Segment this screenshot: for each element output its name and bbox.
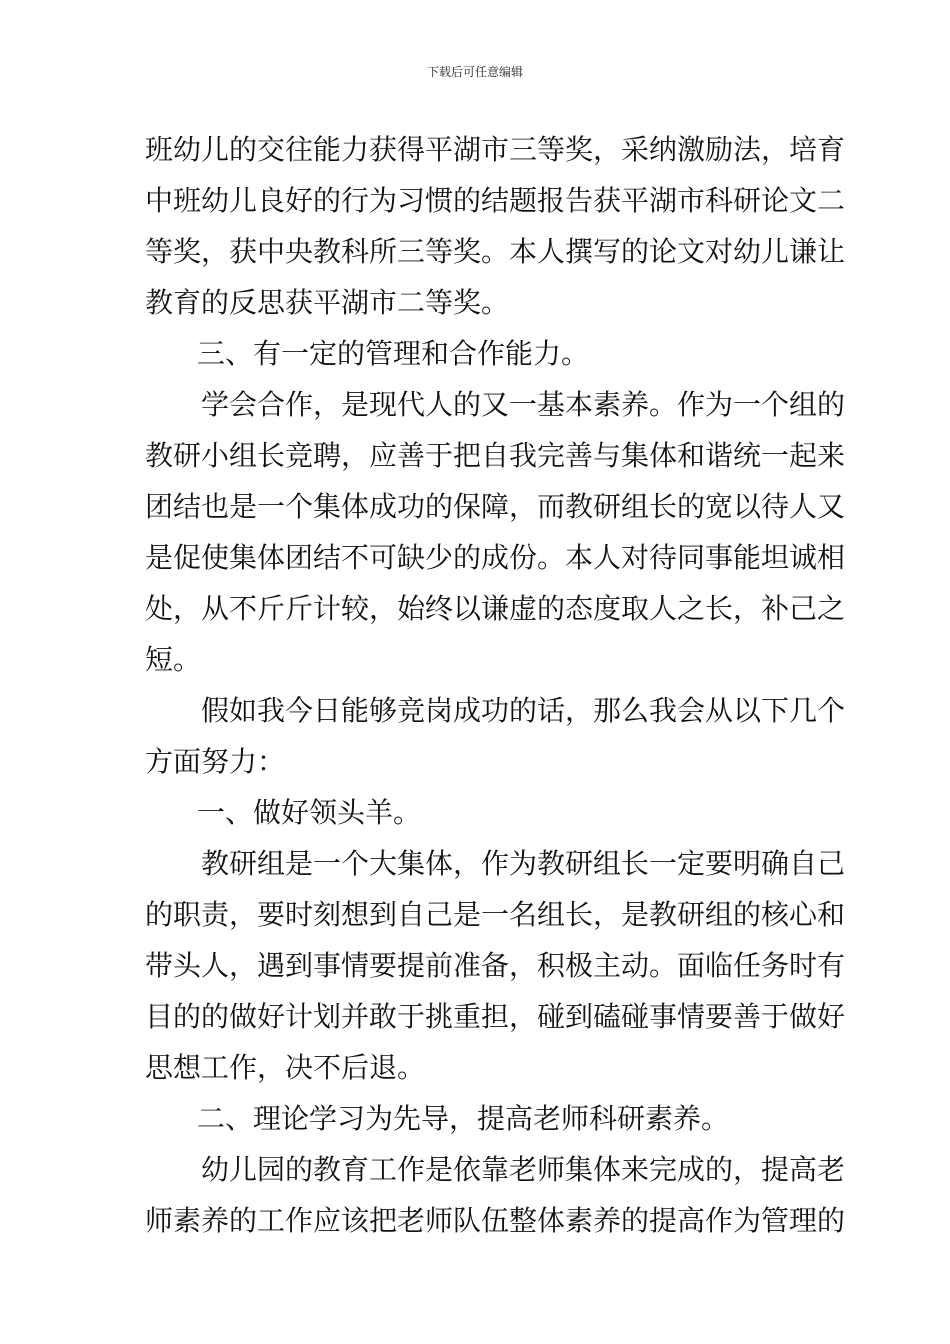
text-line: 等奖，获中央教科所三等奖。本人撰写的论文对幼儿谦让 (145, 235, 846, 268)
text-line: 短。 (145, 643, 202, 676)
paragraph-first-line: 假如我今日能够竞岗成功的话，那么我会从以下几个 (201, 694, 846, 727)
text-line: 是促使集体团结不可缺少的成份。本人对待同事能坦诚相 (145, 541, 846, 574)
paragraph-first-line: 学会合作，是现代人的又一基本素养。作为一个组的 (201, 388, 846, 421)
text-line: 目的的做好计划并敢于挑重担，碰到磕碰事情要善于做好 (145, 1000, 846, 1033)
text-line: 处，从不斤斤计较，始终以谦虚的态度取人之长，补己之 (145, 592, 846, 625)
text-line: 方面努力： (145, 745, 286, 778)
section-heading: 一、做好领头羊。 (197, 796, 422, 829)
text-line: 带头人，遇到事情要提前准备，积极主动。面临任务时有 (145, 949, 846, 982)
paragraph-first-line: 教研组是一个大集体，作为教研组长一定要明确自己 (201, 847, 846, 880)
document-body (145, 124, 846, 1246)
text-line: 教研小组长竞聘，应善于把自我完善与集体和谐统一起来 (145, 439, 846, 472)
text-line: 教育的反思获平湖市二等奖。 (145, 286, 510, 319)
text-line: 团结也是一个集体成功的保障，而教研组长的宽以待人又 (145, 490, 846, 523)
text-line: 师素养的工作应该把老师队伍整体素养的提高作为管理的 (145, 1204, 846, 1237)
page-header: 下载后可任意编辑 (426, 65, 523, 79)
section-heading: 三、有一定的管理和合作能力。 (197, 337, 590, 370)
text-line: 中班幼儿良好的行为习惯的结题报告获平湖市科研论文二 (145, 184, 846, 217)
text-line: 的职责，要时刻想到自己是一名组长，是教研组的核心和 (145, 898, 846, 931)
paragraph-first-line: 幼儿园的教育工作是依靠老师集体来完成的，提高老 (201, 1153, 846, 1186)
text-line: 思想工作，决不后退。 (145, 1051, 426, 1084)
section-heading: 二、理论学习为先导，提高老师科研素养。 (197, 1102, 730, 1135)
text-line: 班幼儿的交往能力获得平湖市三等奖，采纳激励法，培育 (145, 133, 846, 166)
